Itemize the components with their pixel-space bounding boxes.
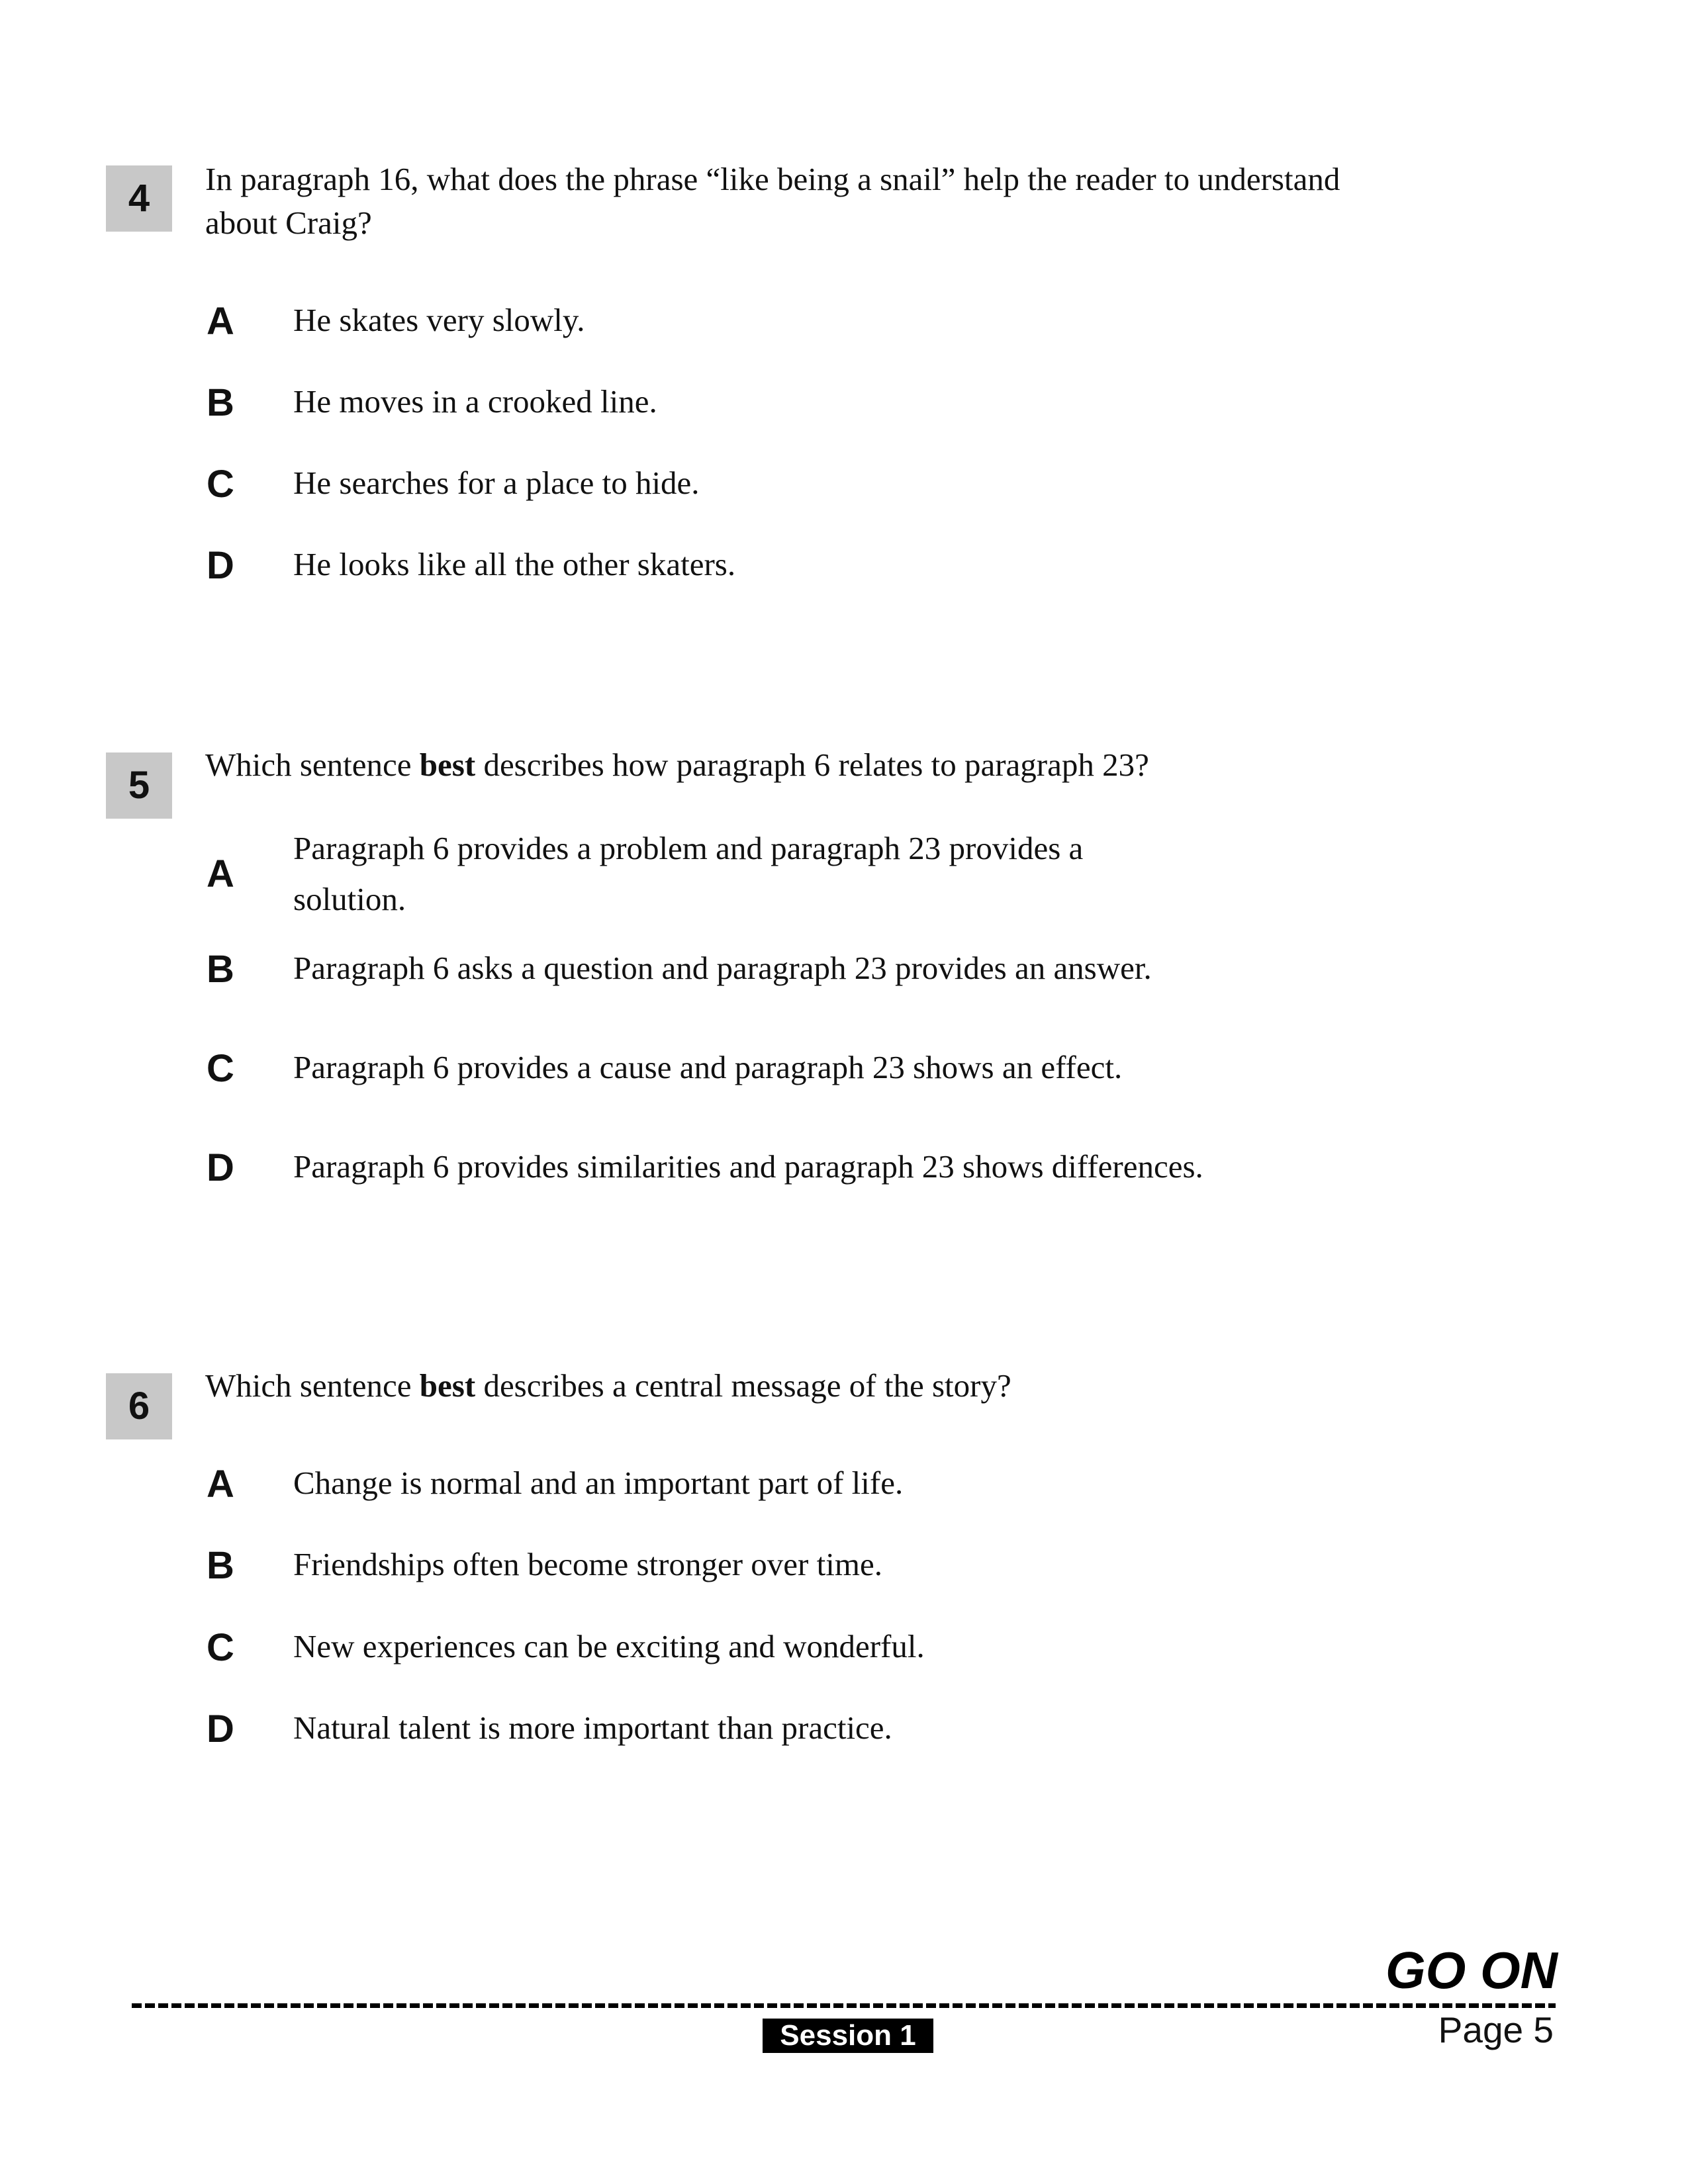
question-5-number-box	[106, 752, 172, 819]
question-6-text-suffix: describes a central message of the story?	[475, 1367, 1011, 1404]
choice-letter: C	[207, 1626, 234, 1669]
question-4-number-box	[106, 165, 172, 232]
question-4-text-line-2: about Craig?	[205, 205, 372, 241]
choice-text: Paragraph 6 provides a cause and paragraph 23 shows an effect.	[293, 1049, 1123, 1085]
question-6-text-prefix: Which sentence	[205, 1367, 420, 1404]
choice-text-line-1: Paragraph 6 provides a problem and paragraph 23 provides a	[293, 830, 1084, 866]
question-4-number: 4	[128, 177, 150, 220]
choice-letter: A	[207, 1463, 234, 1506]
session-badge	[763, 2019, 933, 2053]
choice-text: New experiences can be exciting and wonderful.	[293, 1628, 925, 1664]
choice-text: Paragraph 6 asks a question and paragraph 23 provides an answer.	[293, 950, 1152, 986]
choice-text: Paragraph 6 provides similarities and paragraph 23 shows differences.	[293, 1148, 1203, 1185]
choice-letter: D	[207, 1146, 234, 1189]
choice-text: He looks like all the other skaters.	[293, 546, 736, 582]
choice-letter: B	[207, 1544, 234, 1587]
choice-text: Change is normal and an important part of life.	[293, 1465, 904, 1501]
choice-text-line-2: solution.	[293, 881, 406, 917]
choice-letter: A	[207, 852, 234, 895]
question-4-text-line-1: In paragraph 16, what does the phrase “like being a snail” help the reader to understand	[205, 161, 1340, 197]
choice-letter: A	[207, 300, 234, 343]
session-badge-label: Session 1	[780, 2019, 916, 2052]
dashed-divider	[132, 2003, 1556, 2008]
choice-text: He skates very slowly.	[293, 302, 585, 338]
choice-letter: C	[207, 463, 234, 506]
question-6-text-bold: best	[419, 1367, 476, 1404]
choice-letter: B	[207, 381, 234, 424]
choice-text: He searches for a place to hide.	[293, 465, 700, 501]
go-on-label: GO ON	[1385, 1941, 1558, 1999]
question-5-text-prefix: Which sentence	[205, 747, 420, 783]
question-5-text	[205, 749, 1149, 781]
choice-text: Friendships often become stronger over time.	[293, 1546, 882, 1582]
choice-letter: D	[207, 544, 234, 587]
question-5-text-suffix: describes how paragraph 6 relates to paragraph 23?	[475, 747, 1149, 783]
question-6-number-box	[106, 1373, 172, 1439]
question-6-text	[205, 1369, 1011, 1402]
choice-letter: D	[207, 1707, 234, 1751]
question-5-number: 5	[128, 764, 150, 807]
choice-letter: C	[207, 1047, 234, 1090]
choice-letter: B	[207, 948, 234, 991]
choice-text: He moves in a crooked line.	[293, 383, 657, 420]
question-6-number: 6	[128, 1385, 150, 1428]
choice-text: Natural talent is more important than practice.	[293, 1709, 892, 1746]
question-5-text-bold: best	[419, 747, 476, 783]
page-number: Page 5	[1438, 2009, 1554, 2050]
